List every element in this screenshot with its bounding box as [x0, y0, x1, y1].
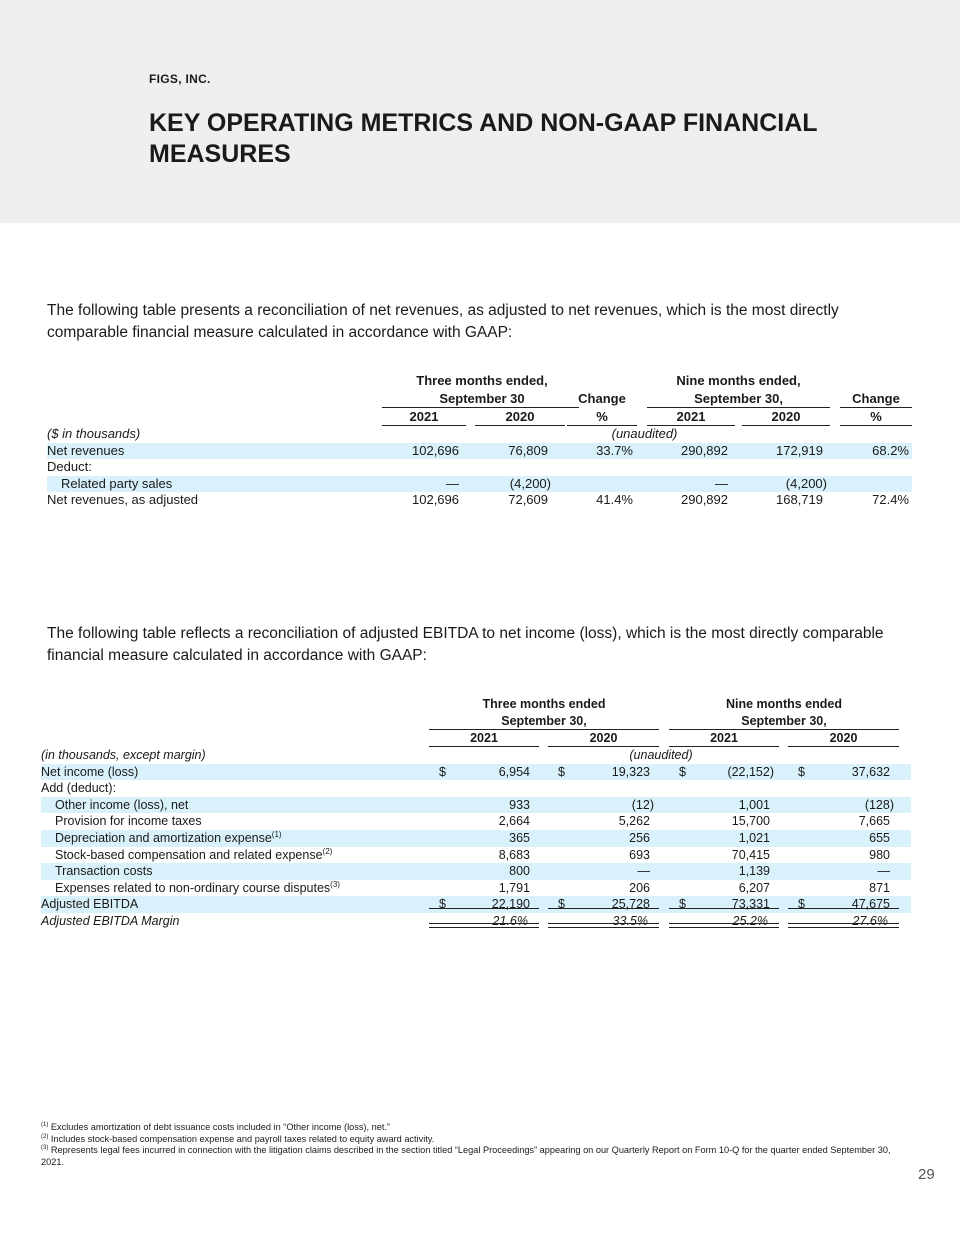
- cell-value: 76,809: [508, 442, 548, 458]
- cell-value: 21.6%: [492, 913, 528, 928]
- year-2021: 2021: [676, 409, 706, 424]
- cell-value: (4,200): [509, 475, 551, 491]
- footnote-1: $^{(1)}$ Excludes amortization of debt issuance costs included in “Other income (loss), net.”: [41, 1121, 390, 1132]
- cell-value: 6,954: [498, 764, 530, 779]
- cell-value: 37,632: [851, 764, 890, 779]
- cell-value: (4,200): [785, 475, 827, 491]
- cell-value: 1,139: [738, 864, 770, 879]
- cell-value: 19,323: [611, 764, 650, 779]
- three-months-heading-line2: September 30,: [501, 714, 587, 728]
- cell-value: 15,700: [731, 814, 770, 829]
- change-heading: Change: [578, 391, 626, 406]
- unaudited-label: (unaudited): [611, 426, 678, 441]
- intro-paragraph-1: The following table presents a reconciliation of net revenues, as adjusted to net revenues, which is the most directly comparable financial measure calculated in accordance with GAAP:: [47, 302, 839, 341]
- row-label: Net revenues: [47, 442, 125, 458]
- three-months-heading-line1: Three months ended,: [416, 373, 548, 388]
- cell-value: —: [446, 475, 459, 491]
- cell-value: 70,415: [731, 847, 770, 862]
- units-label: (in thousands, except margin): [41, 748, 206, 762]
- row-label: Adjusted EBITDA Margin: [41, 913, 180, 928]
- net-revenues-table: [47, 372, 912, 509]
- company-name: FIGS, INC.: [149, 72, 211, 86]
- pct-heading: %: [870, 409, 882, 424]
- three-months-heading-line1: Three months ended: [482, 697, 606, 711]
- cell-value: 25,728: [611, 897, 650, 912]
- row-label: Provision for income taxes: [55, 814, 202, 829]
- cell-value: 655: [869, 830, 890, 845]
- nine-months-heading-line1: Nine months ended: [726, 697, 842, 711]
- row-label: Transaction costs: [55, 864, 153, 879]
- table-row: [41, 863, 911, 880]
- unaudited-label: (unaudited): [629, 748, 693, 762]
- cell-value: 33.7%: [596, 442, 633, 458]
- cell-value: 33.5%: [612, 913, 648, 928]
- units-row: [41, 747, 911, 764]
- year-2021: 2021: [470, 731, 498, 745]
- row-label: Other income (loss), net: [55, 797, 189, 812]
- table-row: [47, 443, 912, 460]
- row-label: Stock-based compensation and related expense$^{(2)}$: [55, 846, 333, 862]
- units-label: ($ in thousands): [47, 426, 141, 441]
- cell-value: —: [715, 475, 728, 491]
- cell-value: 102,696: [412, 442, 459, 458]
- cell-value: 25.2%: [732, 913, 768, 928]
- row-label: Net revenues, as adjusted: [47, 492, 199, 508]
- nine-months-heading-line2: September 30,: [741, 714, 827, 728]
- cell-value: 980: [869, 847, 890, 862]
- footnote-3: $^{(3)}$ Represents legal fees incurred in connection with the litigation claims described in the section titled “Legal Proceedings” appearing on our Quarterly Report on Form 10-Q for the quarter ended September 30, 2021.: [41, 1144, 891, 1167]
- footnote-2: $^{(2)}$ Includes stock-based compensation expense and payroll taxes related to equity award activity.: [41, 1133, 435, 1144]
- page-number: 29: [918, 1166, 935, 1183]
- cell-value: 1,001: [738, 797, 770, 812]
- table-row: [41, 880, 911, 897]
- pct-heading: %: [596, 409, 608, 424]
- cell-value: 102,696: [412, 492, 459, 508]
- year-2020: 2020: [589, 731, 618, 745]
- table-row: [41, 797, 911, 814]
- cell-value: 206: [629, 880, 650, 895]
- cell-value: 933: [509, 797, 530, 812]
- dollar-sign: $: [439, 897, 446, 912]
- table-header: [41, 696, 911, 747]
- dollar-sign: $: [798, 897, 805, 912]
- cell-value: 871: [869, 880, 890, 895]
- year-2020: 2020: [771, 409, 801, 424]
- nine-months-heading-line1: Nine months ended,: [676, 373, 801, 388]
- row-label: Net income (loss): [41, 764, 139, 779]
- cell-value: 73,331: [731, 897, 770, 912]
- dollar-sign: $: [679, 764, 686, 779]
- footnotes: [41, 1122, 911, 1168]
- page-title: KEY OPERATING METRICS AND NON-GAAP FINANCIAL MEASURES: [149, 109, 818, 168]
- cell-value: (128): [864, 797, 894, 812]
- table-row: [41, 847, 911, 864]
- header-band: [0, 0, 960, 223]
- row-label: Deduct:: [47, 459, 92, 475]
- cell-value: 1,021: [738, 830, 770, 845]
- year-2021: 2021: [409, 409, 439, 424]
- three-months-heading-line2: September 30: [439, 391, 525, 406]
- cell-value: 8,683: [498, 847, 530, 862]
- table-row: [47, 476, 912, 493]
- year-2021: 2021: [710, 731, 738, 745]
- nine-months-heading-line2: September 30,: [694, 391, 783, 406]
- cell-value: 2,664: [498, 814, 530, 829]
- row-label: Adjusted EBITDA: [41, 897, 139, 912]
- cell-value: 27.6%: [852, 913, 888, 928]
- row-label: Depreciation and amortization expense$^{(1)}$: [55, 829, 282, 845]
- row-label: Add (deduct):: [41, 781, 117, 796]
- cell-value: 800: [509, 864, 530, 879]
- dollar-sign: $: [439, 764, 446, 779]
- cell-value: 47,675: [851, 897, 890, 912]
- table-row: [41, 896, 911, 913]
- cell-value: 290,892: [681, 442, 728, 458]
- adjusted-ebitda-table: [41, 696, 911, 930]
- cell-value: 365: [509, 830, 530, 845]
- table-header: [47, 372, 912, 426]
- ebitda-rows: [41, 764, 911, 930]
- cell-value: 290,892: [681, 492, 728, 508]
- year-2020: 2020: [829, 731, 858, 745]
- cell-value: 172,919: [776, 442, 823, 458]
- cell-value: —: [637, 864, 650, 879]
- dollar-sign: $: [798, 764, 805, 779]
- dollar-sign: $: [679, 897, 686, 912]
- cell-value: 68.2%: [872, 442, 909, 458]
- cell-value: 693: [629, 847, 650, 862]
- table-row: [47, 492, 912, 509]
- cell-value: (12): [631, 797, 654, 812]
- cell-value: (22,152): [727, 764, 774, 779]
- cell-value: 41.4%: [596, 492, 633, 508]
- row-label: Expenses related to non-ordinary course disputes$^{(3)}$: [55, 879, 340, 895]
- table-row: [41, 780, 911, 797]
- intro-paragraph-2: The following table reflects a reconciliation of adjusted EBITDA to net income (loss), which is the most directly comparable financial measure calculated in accordance with GAAP:: [47, 625, 884, 664]
- cell-value: —: [877, 864, 890, 879]
- dollar-sign: $: [558, 897, 565, 912]
- row-label: Related party sales: [61, 475, 173, 491]
- cell-value: 5,262: [618, 814, 650, 829]
- table-row: [41, 830, 911, 847]
- cell-value: 168,719: [776, 492, 823, 508]
- year-2020: 2020: [505, 409, 535, 424]
- units-row: [47, 426, 912, 443]
- cell-value: 6,207: [738, 880, 770, 895]
- table-row: [47, 459, 912, 476]
- table-row: [41, 764, 911, 781]
- dollar-sign: $: [558, 764, 565, 779]
- cell-value: 256: [629, 830, 650, 845]
- cell-value: 7,665: [858, 814, 890, 829]
- cell-value: 1,791: [498, 880, 530, 895]
- cell-value: 72,609: [508, 492, 548, 508]
- table-row: [41, 813, 911, 830]
- cell-value: 72.4%: [872, 492, 909, 508]
- change-heading: Change: [852, 391, 900, 406]
- cell-value: 22,190: [491, 897, 530, 912]
